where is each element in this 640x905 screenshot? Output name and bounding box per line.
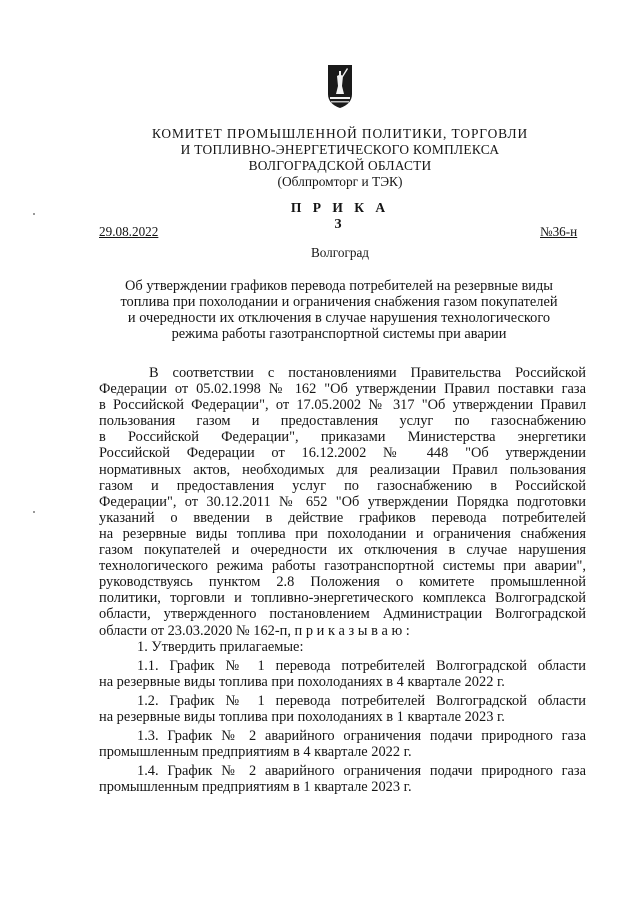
org-name-line3: ВОЛГОГРАДСКОЙ ОБЛАСТИ: [248, 158, 432, 173]
subitem-1-2: 1.2. График № 1 перевода потребителей Волгоградской области: [137, 692, 586, 709]
order-city: Волгоград: [310, 245, 370, 260]
scan-speck: [33, 213, 35, 215]
subject-line: режима работы газотранспортной системы при аварии: [171, 326, 507, 342]
preamble-line: нормативных актов, необходимых для реализации Правил пользования: [99, 461, 586, 478]
org-short-name: (Облпромторг и ТЭК): [277, 174, 403, 189]
scan-speck: [33, 511, 35, 513]
preamble-line: Российской Федерации от 16.12.2002 № 448 "Об утверждении: [99, 445, 586, 462]
preamble-line: газом покупателей и очередности их отключения в случае нарушения: [99, 542, 586, 559]
subitem-1-3-cont: промышленным предприятиям в 4 квартале 2022 г.: [99, 744, 412, 761]
preamble-line: пользования газом и предоставления услуг по газоснабжению: [99, 413, 586, 430]
preamble-line: на резервные виды топлива при похолодании и ограничения снабжения: [99, 525, 586, 542]
order-date: 29.08.2022: [99, 224, 159, 239]
subject-line: Об утверждении графиков перевода потребителей на резервные виды: [125, 278, 553, 294]
preamble-line: в Российской Федерации", от 17.05.2002 № 317 "Об утверждении Правил: [99, 397, 586, 414]
org-name-line2: И ТОПЛИВНО-ЭНЕРГЕТИЧЕСКОГО КОМПЛЕКСА: [180, 142, 500, 157]
order-title: П Р И К А З: [290, 200, 390, 231]
subitem-1-4-cont: промышленным предприятиям в 1 квартале 2023 г.: [99, 779, 412, 796]
preamble-line: области от 23.03.2020 № 162-п, п р и к а з ы в а ю :: [99, 622, 410, 639]
coat-of-arms-icon: [327, 64, 353, 109]
subject-line: топлива при похолодании и ограничения снабжения газом покупателей: [120, 294, 558, 310]
subitem-1-1-cont: на резервные виды топлива при похолоданиях в 4 квартале 2022 г.: [99, 673, 505, 690]
item-1: 1. Утвердить прилагаемые:: [137, 638, 304, 655]
preamble-line: указаний о введении в действие графиков перевода потребителей: [99, 509, 586, 526]
preamble-line: руководствуясь пунктом 2.8 Положения о комитете промышленной: [99, 574, 586, 591]
order-body: [99, 365, 586, 795]
preamble-line: газом и предоставления услуг по газоснабжению в Российской: [99, 477, 586, 494]
preamble-line: области, утвержденного постановлением Администрации Волгоградской: [99, 606, 586, 623]
subject-line: и очередности их отключения в случае нарушения технологического: [127, 310, 551, 326]
order-subject: [99, 278, 579, 342]
org-name-line1: КОМИТЕТ ПРОМЫШЛЕННОЙ ПОЛИТИКИ, ТОРГОВЛИ: [151, 126, 529, 141]
preamble-line: Федерации от 05.02.1998 № 162 "Об утверждении Правил поставки газа: [99, 381, 586, 398]
subitem-1-2-cont: на резервные виды топлива при похолоданиях в 1 квартале 2023 г.: [99, 708, 505, 725]
preamble-line: В соответствии с постановлениями Правительства Российской: [149, 365, 586, 381]
preamble-line: Федерации", от 30.12.2011 № 652 "Об утверждении Порядка подготовки: [99, 493, 586, 510]
subitem-1-4: 1.4. График № 2 аварийного ограничения подачи природного газа: [137, 763, 586, 780]
order-number: №36-н: [540, 224, 578, 239]
preamble-line: в Российской Федерации", приказами Министерства энергетики: [99, 429, 586, 446]
subitem-1-1: 1.1. График № 1 перевода потребителей Волгоградской области: [137, 657, 586, 674]
preamble-line: технологического режима работы газотранспортной системы при аварии",: [99, 558, 586, 575]
subitem-1-3: 1.3. График № 2 аварийного ограничения подачи природного газа: [137, 728, 586, 745]
preamble-line: политики, торговли и топливно-энергетического комплекса Волгоградской: [99, 590, 586, 607]
